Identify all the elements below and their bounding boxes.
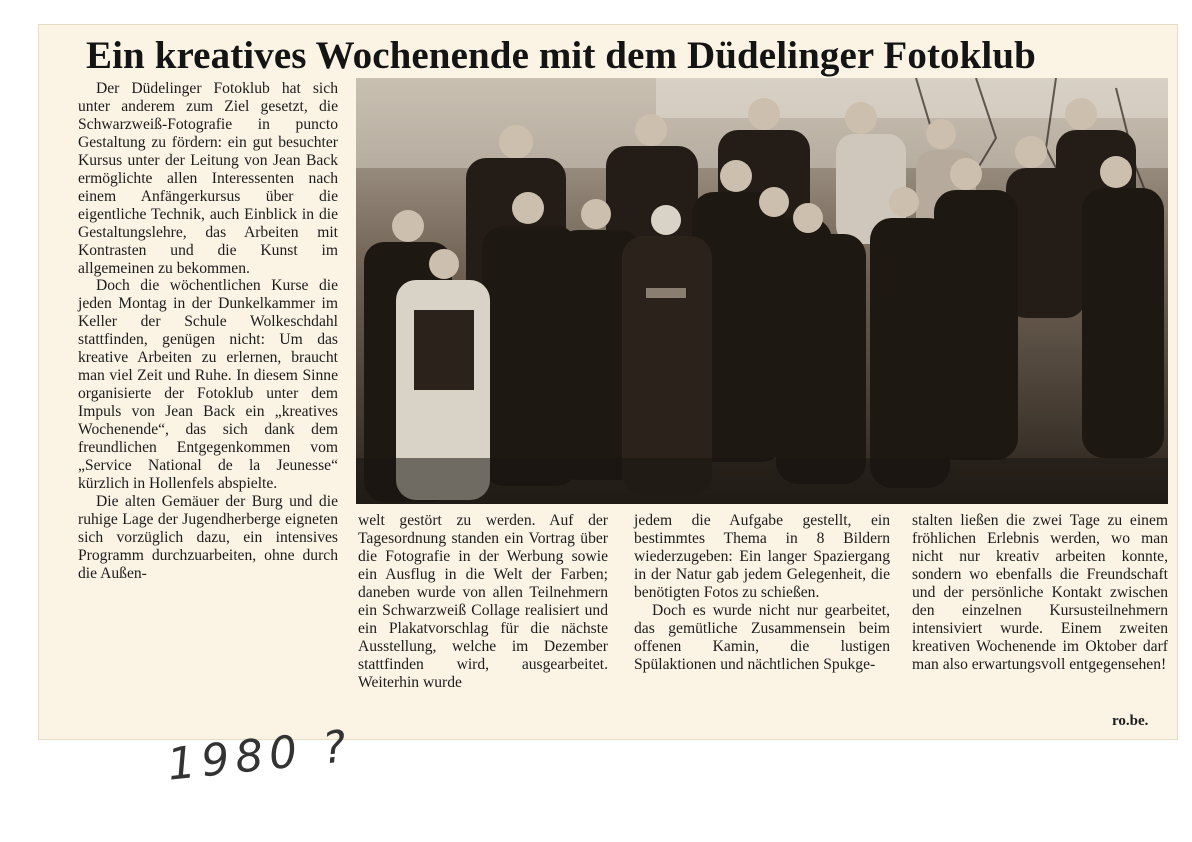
article-column-3 — [634, 512, 890, 674]
group-photo — [356, 78, 1168, 504]
article-column-2 — [358, 512, 608, 692]
paragraph: Die alten Gemäuer der Burg und die ruhige Lage der Jugendherberge eigneten sich vorzüglich dazu, ein intensives Programm durchzuarbeiten, ohne durch die Außen- — [78, 492, 338, 582]
paragraph: Doch die wöchentlichen Kurse die jeden Montag in der Dunkelkammer im Keller der Schule Wolkeschdahl stattfinden, genügen nicht: Um das kreative Arbeiten zu erlernen, braucht man viel Zeit und Ruhe. In diesem Sinne organisierte der Fotoklub unter dem Impuls von Jean Back ein „kreatives Wochenende“, das sich dank dem freundlichen Entgegenkommen vom „Service National de la Jeunesse“ kürzlich in Hollenfels abspielte. — [78, 277, 338, 492]
article-column-4 — [912, 512, 1168, 674]
article-column-1 — [78, 80, 338, 583]
paragraph: jedem die Aufgabe gestellt, ein bestimmtes Thema in 8 Bildern wiederzugeben: Ein langer Spaziergang in der Natur gab jedem Gelegenheit, die benötigten Fotos zu schießen. — [634, 512, 890, 601]
handwritten-year-note: 1980 ? — [165, 720, 355, 791]
paragraph: stalten ließen die zwei Tage zu einem fröhlichen Erlebnis werden, wo man nicht nur kreativ arbeiten konnte, sondern wo ebenfalls die Freundschaft und der persönliche Kontakt zwischen den einzelnen Kursusteilnehmern intensiviert wurde. Einem zweiten kreativen Wochenende im Oktober darf man also erwartungsvoll entgegensehen! — [912, 512, 1168, 673]
article-headline: Ein kreatives Wochenende mit dem Düdelinger Fotoklub — [86, 34, 1036, 77]
paragraph: welt gestört zu werden. Auf der Tagesordnung standen ein Vortrag über die Fotografie in der Werbung sowie ein Ausflug in die Welt der Farben; daneben wurde von allen Teilnehmern ein Schwarzweiß Collage realisiert und ein Plakatvorschlag für die nächste Ausstellung, welche im Dezember stattfinden wird, ausgearbeitet. Weiterhin wurde — [358, 512, 608, 691]
paragraph: Der Düdelinger Fotoklub hat sich unter anderem zum Ziel gesetzt, die Schwarzweiß-Fotografie in puncto Gestaltung zu fördern: ein gut besuchter Kursus unter der Leitung von Jean Back ermöglichte allen Interessenten nach einem Anfängerkursus über die eigentliche Technik, auch Einblick in die Gestaltungslehre, das Arbeiten mit Kontrasten und die Kunst im allgemeinen zu bekommen. — [78, 80, 338, 277]
paragraph: Doch es wurde nicht nur gearbeitet, das gemütliche Zusammensein beim offenen Kamin, die lustigen Spülaktionen und nächtlichen Spukge- — [634, 601, 890, 673]
author-signature: ro.be. — [1112, 713, 1149, 729]
